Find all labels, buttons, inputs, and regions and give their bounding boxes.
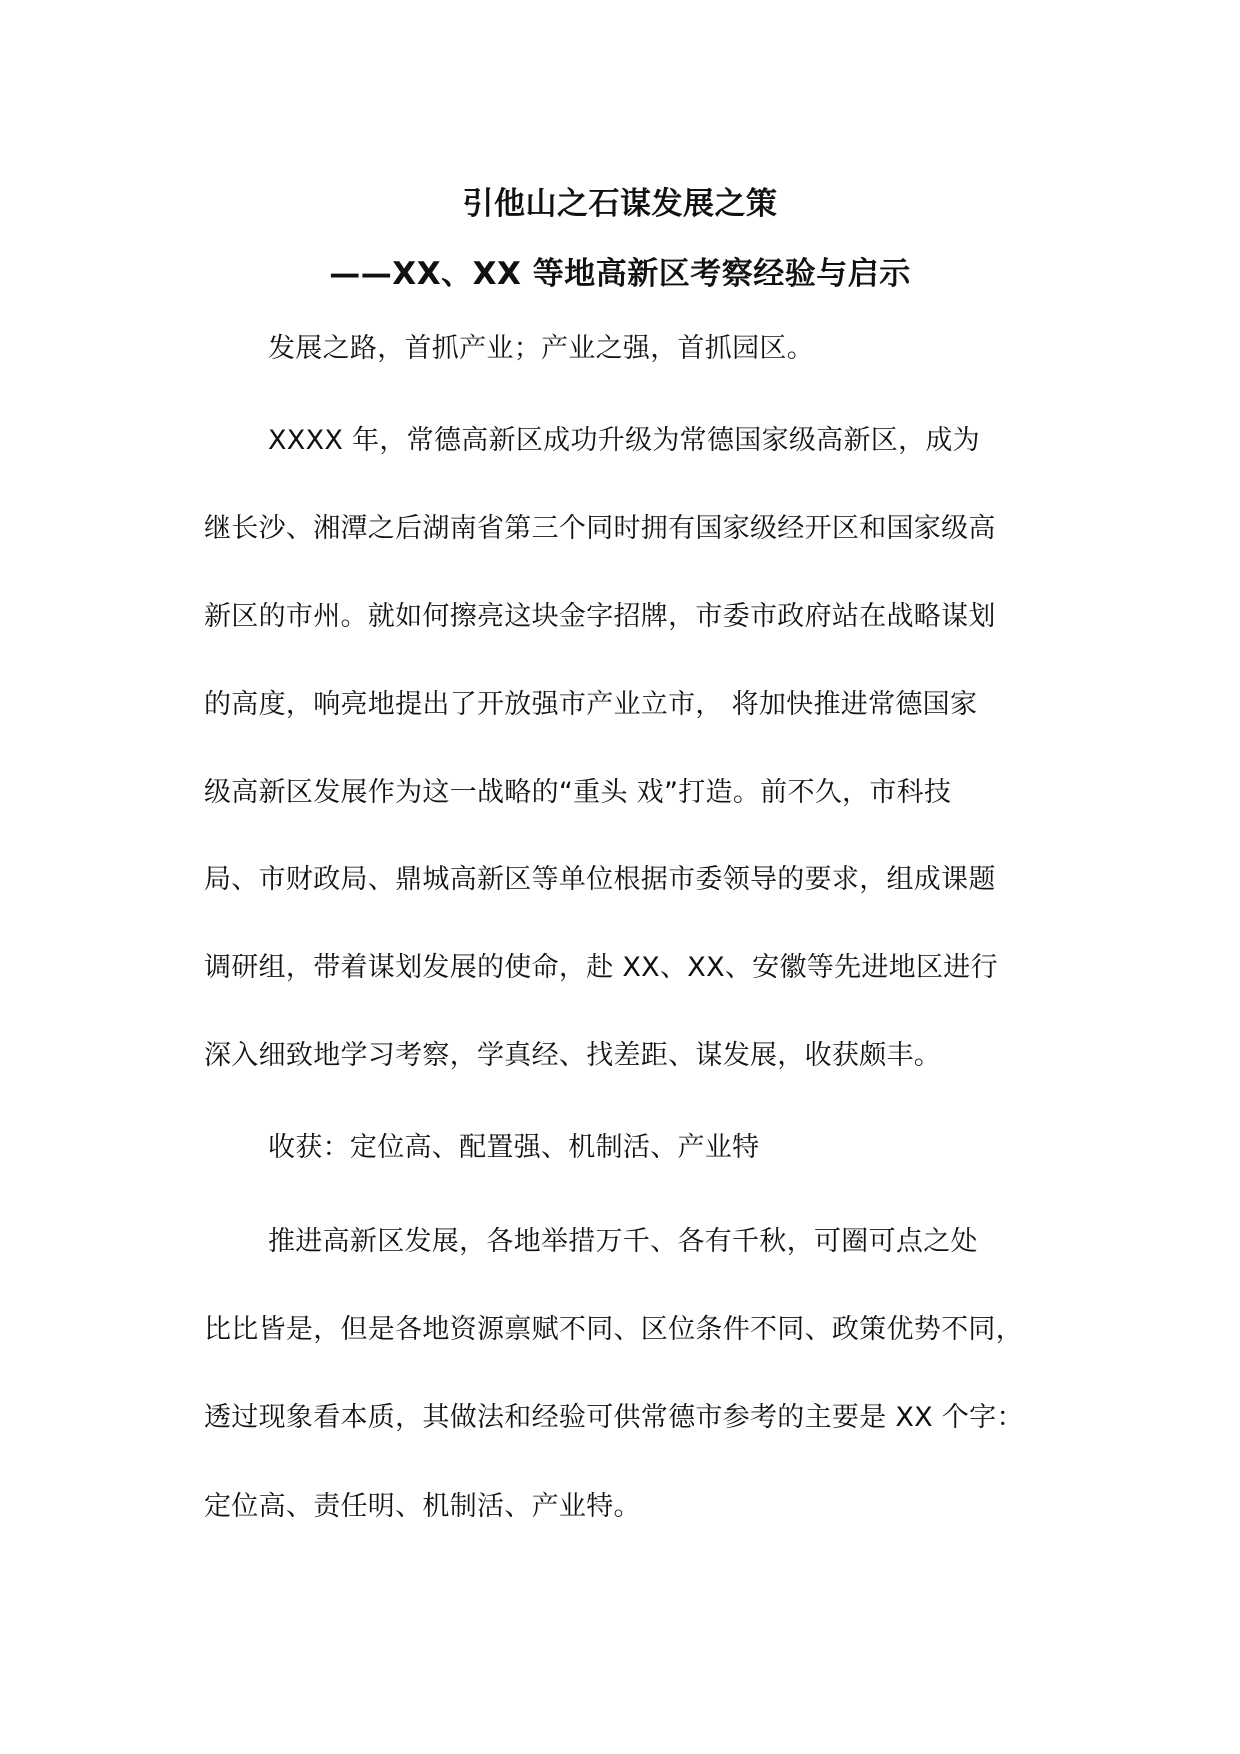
paragraph-2-line-7: 调研组，带着谋划发展的使命，赴 XX、XX、安徽等先进地区进行 (204, 952, 998, 983)
paragraph-4-line-4: 定位高、责任明、机制活、产业特。 (204, 1491, 641, 1522)
paragraph-4-line-1: 推进高新区发展，各地举措万千、各有千秋，可圈可点之处 (268, 1226, 978, 1257)
paragraph-2-line-2: 继长沙、湘潭之后湖南省第三个同时拥有国家级经开区和国家级高 (204, 513, 996, 544)
paragraph-2-line-8: 深入细致地学习考察，学真经、找差距、谋发展，收获颇丰。 (204, 1040, 942, 1071)
paragraph-1-line-1: 发展之路，首抓产业；产业之强，首抓园区。 (268, 333, 814, 364)
paragraph-4-line-3: 透过现象看本质，其做法和经验可供常德市参考的主要是 XX 个字： (204, 1402, 1024, 1433)
document-title: 引他山之石谋发展之策 (462, 186, 778, 222)
paragraph-2-line-5: 级高新区发展作为这一战略的“重头 戏”打造。前不久，市科技 (204, 777, 952, 808)
paragraph-3-line-1: 收获：定位高、配置强、机制活、产业特 (268, 1132, 760, 1163)
paragraph-2-line-4: 的高度，响亮地提出了开放强市产业立市， 将加快推进常德国家 (204, 689, 978, 720)
paragraph-2-line-6: 局、市财政局、鼎城高新区等单位根据市委领导的要求，组成课题 (204, 864, 996, 895)
paragraph-4-line-2: 比比皆是，但是各地资源禀赋不同、区位条件不同、政策优势不同， (204, 1314, 1023, 1345)
paragraph-2-line-1: XXXX 年，常德高新区成功升级为常德国家级高新区，成为 (268, 425, 980, 456)
paragraph-2-line-3: 新区的市州。就如何擦亮这块金字招牌，市委市政府站在战略谋划 (204, 601, 996, 632)
document-subtitle: ——XX、XX 等地高新区考察经验与启示 (329, 256, 911, 292)
